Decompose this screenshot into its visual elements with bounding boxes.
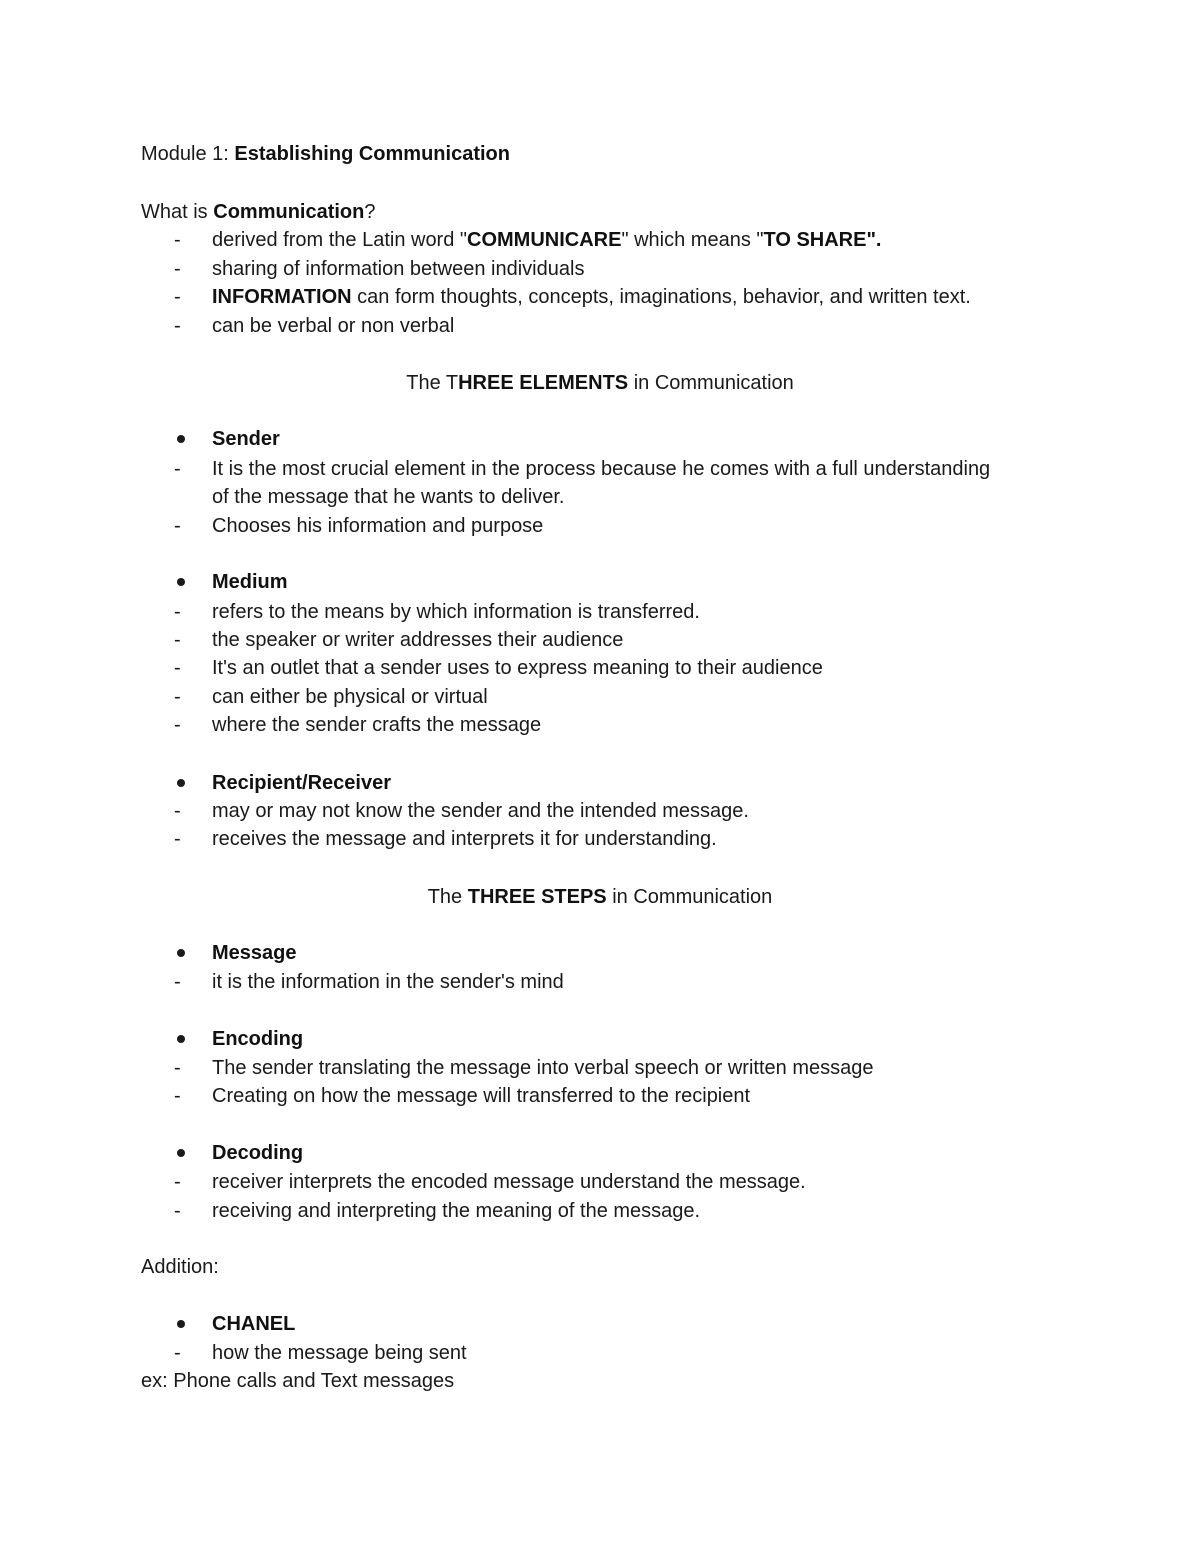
list-item: where the sender crafts the message [212,714,542,736]
list-item: receives the message and interprets it for understanding. [212,828,717,850]
steps-heading: The THREE STEPS in Communication [427,886,773,908]
module-title: Module 1: Establishing Communication [141,143,510,165]
list-item: The sender translating the message into verbal speech or written message [212,1057,874,1079]
dash-marker: - [174,800,181,822]
list-item: it is the information in the sender's mind [212,971,564,993]
dash-marker: - [174,1057,181,1079]
list-item: the speaker or writer addresses their audience [212,629,624,651]
list-item: how the message being sent [212,1342,467,1364]
dash-marker: - [174,714,181,736]
definition-item: can be verbal or non verbal [212,315,455,337]
sender-label: Sender [212,428,280,450]
list-item: It is the most crucial element in the process because he comes with a full understanding [212,458,991,480]
question-heading: What is Communication? [141,201,376,223]
list-item: receiver interprets the encoded message understand the message. [212,1171,806,1193]
elements-heading: The THREE ELEMENTS in Communication [406,372,794,394]
dash-marker: - [174,458,181,480]
dash-marker: - [174,286,181,308]
list-item: Chooses his information and purpose [212,515,544,537]
bullet-icon [177,779,185,787]
list-item-continuation: of the message that he wants to deliver. [212,486,565,508]
bullet-icon [177,435,185,443]
bullet-icon [177,578,185,586]
dash-marker: - [174,515,181,537]
list-item: may or may not know the sender and the intended message. [212,800,749,822]
dash-marker: - [174,629,181,651]
definition-item: sharing of information between individuals [212,258,585,280]
encoding-label: Encoding [212,1028,304,1050]
medium-label: Medium [212,571,288,593]
receiver-label: Recipient/Receiver [212,772,391,794]
definition-item: derived from the Latin word "COMMUNICARE" which means "TO SHARE". [212,229,882,251]
dash-marker: - [174,601,181,623]
list-item: Creating on how the message will transferred to the recipient [212,1085,751,1107]
list-item: receiving and interpreting the meaning of the message. [212,1200,701,1222]
addition-label: Addition: [141,1256,219,1278]
dash-marker: - [174,229,181,251]
dash-marker: - [174,1171,181,1193]
example-line: ex: Phone calls and Text messages [141,1370,455,1392]
message-label: Message [212,942,297,964]
bullet-icon [177,949,185,957]
dash-marker: - [174,1200,181,1222]
bullet-icon [177,1320,185,1328]
dash-marker: - [174,971,181,993]
dash-marker: - [174,657,181,679]
decoding-label: Decoding [212,1142,304,1164]
bullet-icon [177,1149,185,1157]
list-item: It's an outlet that a sender uses to express meaning to their audience [212,657,823,679]
dash-marker: - [174,258,181,280]
definition-item: INFORMATION can form thoughts, concepts, imaginations, behavior, and written text. [212,286,971,308]
dash-marker: - [174,315,181,337]
chanel-label: CHANEL [212,1313,296,1335]
list-item: refers to the means by which information is transferred. [212,601,700,623]
list-item: can either be physical or virtual [212,686,488,708]
dash-marker: - [174,1342,181,1364]
dash-marker: - [174,686,181,708]
dash-marker: - [174,828,181,850]
bullet-icon [177,1035,185,1043]
dash-marker: - [174,1085,181,1107]
